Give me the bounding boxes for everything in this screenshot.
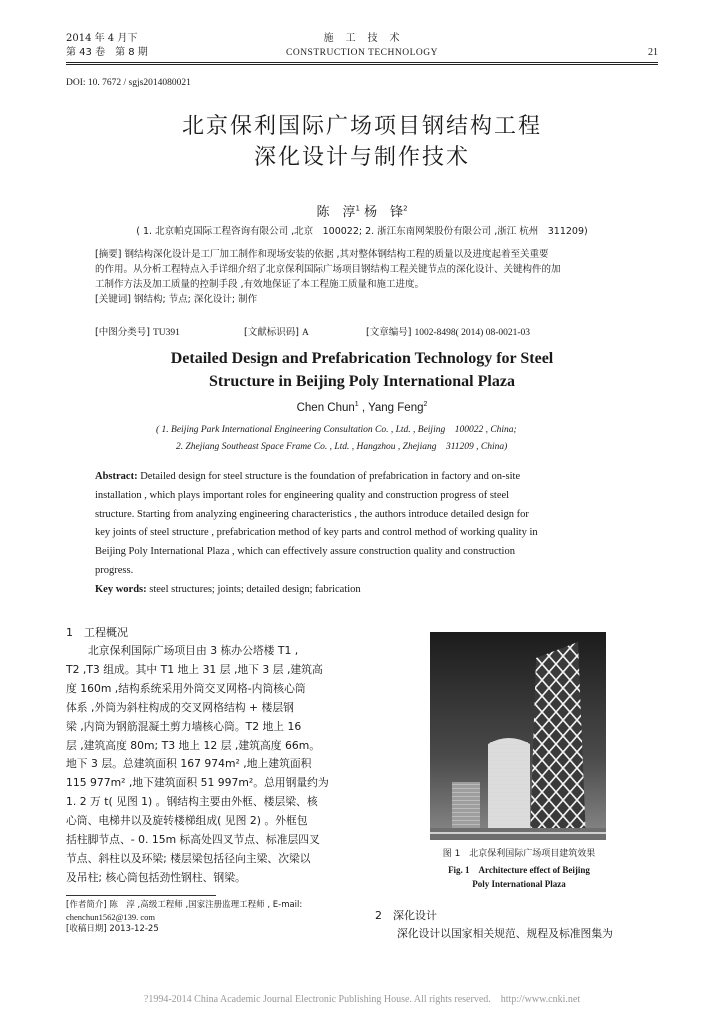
- affiliation-cn: ( 1. 北京帕克国际工程咨询有限公司 ,北京 100022; 2. 浙江东南网架股份有限公司 ,浙江 杭州 311209): [136, 226, 588, 237]
- figure-1-image: [430, 632, 606, 840]
- abstract-en-label: Abstract:: [95, 471, 138, 482]
- abstract-cn-line-2: 的作用。从分析工程特点入手详细介绍了北京保利国际广场项目钢结构工程关键节点的深化设计、关键构件的加: [95, 264, 561, 275]
- meta-doc: [244, 324, 309, 338]
- footnote-line-3: [收稿日期] 2013-12-25: [66, 924, 159, 934]
- section-1-line-5: 梁 ,内筒为钢筋混凝土剪力墙核心筒。T2 地上 16: [66, 719, 302, 733]
- affiliation-en-line-2: 2. Zhejiang Southeast Space Frame Co. , Ltd. , Hangzhou , Zhejiang 311209 , China): [176, 442, 508, 452]
- section-1-line-4: 体系 ,外筒为斜柱构成的交叉网格结构 + 楼层钢: [66, 700, 294, 714]
- authors-en: [0, 401, 724, 414]
- title-en-line-2: Structure in Beijing Poly International Plaza: [209, 373, 515, 390]
- author-en-1-sup: 1: [354, 401, 359, 408]
- affiliation-en-line-1: ( 1. Beijing Park International Engineering Consultation Co. , Ltd. , Beijing 100022 , China;: [156, 425, 517, 435]
- keywords-cn-label: [关键词]: [95, 294, 131, 305]
- section-1-line-6: 层 ,建筑高度 80m; T3 地上 12 层 ,建筑高度 66m。: [66, 738, 321, 752]
- figure-1-caption-cn: 图 1 北京保利国际广场项目建筑效果: [442, 849, 596, 859]
- title-cn-line-2: 深化设计与制作技术: [253, 145, 470, 170]
- section-1-line-10: 心筒、电梯井以及旋转楼梯组成( 见图 2) 。外框包: [66, 814, 308, 828]
- author-cn-2: 杨 锋: [364, 205, 404, 220]
- figure-1-caption-en-line-1: Fig. 1 Architecture effect of Beijing: [448, 865, 590, 875]
- section-1-line-8: 115 977m² ,地下建筑面积 51 997m²。总用钢量约为: [66, 776, 329, 790]
- keywords-en: steel structures; joints; detailed design; fabrication: [149, 583, 361, 595]
- authors-cn: [0, 201, 724, 220]
- section-1-line-2: T2 ,T3 组成。其中 T1 地上 31 层 ,地下 3 层 ,建筑高: [66, 662, 323, 676]
- figure-1-caption-en-line-2: Poly International Plaza: [472, 879, 566, 889]
- author-en-1: Chen Chun: [296, 401, 355, 414]
- section-1-line-9: 1. 2 万 t( 见图 1) 。钢结构主要由外框、楼层梁、核: [66, 795, 318, 809]
- author-cn-2-sup: 2: [403, 204, 408, 213]
- abstract-cn-label: [摘要]: [95, 249, 122, 260]
- meta-clc: [95, 324, 180, 338]
- header-journal-en: CONSTRUCTION TECHNOLOGY: [286, 48, 438, 58]
- doi: DOI: 10. 7672 / sgjs2014080021: [66, 78, 191, 88]
- section-1-heading: 1 工程概况: [66, 626, 128, 639]
- footnote-line-1: [作者简介] 陈 淳 ,高级工程师 ,国家注册监理工程师 , E-mail:: [66, 900, 303, 910]
- section-1-line-1: 北京保利国际广场项目由 3 栋办公塔楼 T1 ,: [88, 644, 299, 657]
- header-rule-bottom: [66, 64, 658, 65]
- section-2-heading: 2 深化设计: [375, 909, 437, 922]
- keywords-en-label: Key words:: [95, 583, 147, 595]
- abstract-en-line-6: progress.: [95, 564, 134, 576]
- title-en-line-1: Detailed Design and Prefabrication Technology for Steel: [170, 350, 554, 367]
- abstract-cn: [95, 247, 635, 307]
- section-1-line-12: 节点、斜柱以及环梁; 楼层梁包括径向主梁、次梁以: [66, 851, 311, 865]
- author-cn-1-sup: 1: [355, 204, 360, 213]
- abstract-cn-line-1: 钢结构深化设计是工厂加工制作和现场安装的依据 ,其对整体钢结构工程的质量以及进度起着至关重要: [124, 249, 549, 260]
- header-journal-cn: 施 工 技 术: [323, 33, 401, 44]
- header-rule-top: [66, 62, 658, 63]
- abstract-en: [95, 468, 631, 600]
- copyright-footer: ?1994-2014 China Academic Journal Electronic Publishing House. All rights reserved. http://www.cnki.net: [143, 994, 581, 1005]
- author-en-2: Yang Feng: [368, 401, 424, 414]
- abstract-en-line-5: Beijing Poly International Plaza , which can effectively assure construction quality and construction: [95, 546, 515, 558]
- meta-clc-label: [中图分类号]: [95, 327, 150, 338]
- footnote-rule: [66, 895, 216, 896]
- author-cn-1: 陈 淳: [316, 205, 356, 220]
- abstract-en-line-2: installation , which plays important roles for engineering quality and construction progress of steel: [95, 489, 510, 501]
- abstract-en-line-1: Detailed design for steel structure is the foundation of prefabrication in factory and on-site: [140, 471, 521, 482]
- meta-art: [366, 324, 530, 338]
- keywords-cn: 钢结构; 节点; 深化设计; 制作: [133, 294, 258, 305]
- section-1-body: [66, 642, 356, 888]
- header-date: 2014 年 4 月下: [66, 33, 138, 44]
- meta-doc-label: [文献标识码]: [244, 327, 299, 338]
- footnote-line-2: chenchun1562@139. com: [66, 912, 156, 922]
- meta-art-value: 1002-8498( 2014) 08-0021-03: [414, 328, 531, 338]
- author-en-2-sup: 2: [423, 401, 428, 408]
- section-1-line-3: 度 160m ,结构系统采用外筒交叉网格-内筒核心筒: [66, 681, 306, 695]
- meta-clc-value: TU391: [152, 328, 180, 338]
- footnote: [66, 899, 302, 935]
- section-1-line-11: 括柱脚节点、- 0. 15m 标高处四叉节点、标准层四叉: [66, 833, 320, 847]
- abstract-en-line-4: key joints of steel structure , prefabrication method of key parts and control method of working quality in: [95, 527, 538, 539]
- meta-art-label: [文章编号]: [366, 327, 412, 338]
- building-render-graphic: [430, 632, 606, 840]
- header-issue: 第 43 卷 第 8 期: [66, 47, 148, 58]
- section-2-line-1: 深化设计以国家相关规范、规程及标准图集为: [397, 927, 613, 940]
- author-en-sep: ,: [358, 401, 369, 414]
- meta-doc-value: A: [301, 328, 309, 338]
- abstract-cn-line-3: 工制作方法及加工质量的控制手段 ,有效地保证了本工程施工质量和施工进度。: [95, 279, 425, 290]
- section-1-line-7: 地下 3 层。总建筑面积 167 974m² ,地上建筑面积: [66, 757, 312, 771]
- section-1-line-13: 及吊柱; 核心筒包括劲性钢柱、钢梁。: [66, 870, 246, 884]
- header-page-number: 21: [648, 47, 658, 58]
- abstract-en-line-3: structure. Starting from analyzing engineering characteristics , the authors introduce detailed design for: [95, 508, 529, 520]
- title-cn-line-1: 北京保利国际广场项目钢结构工程: [181, 114, 542, 139]
